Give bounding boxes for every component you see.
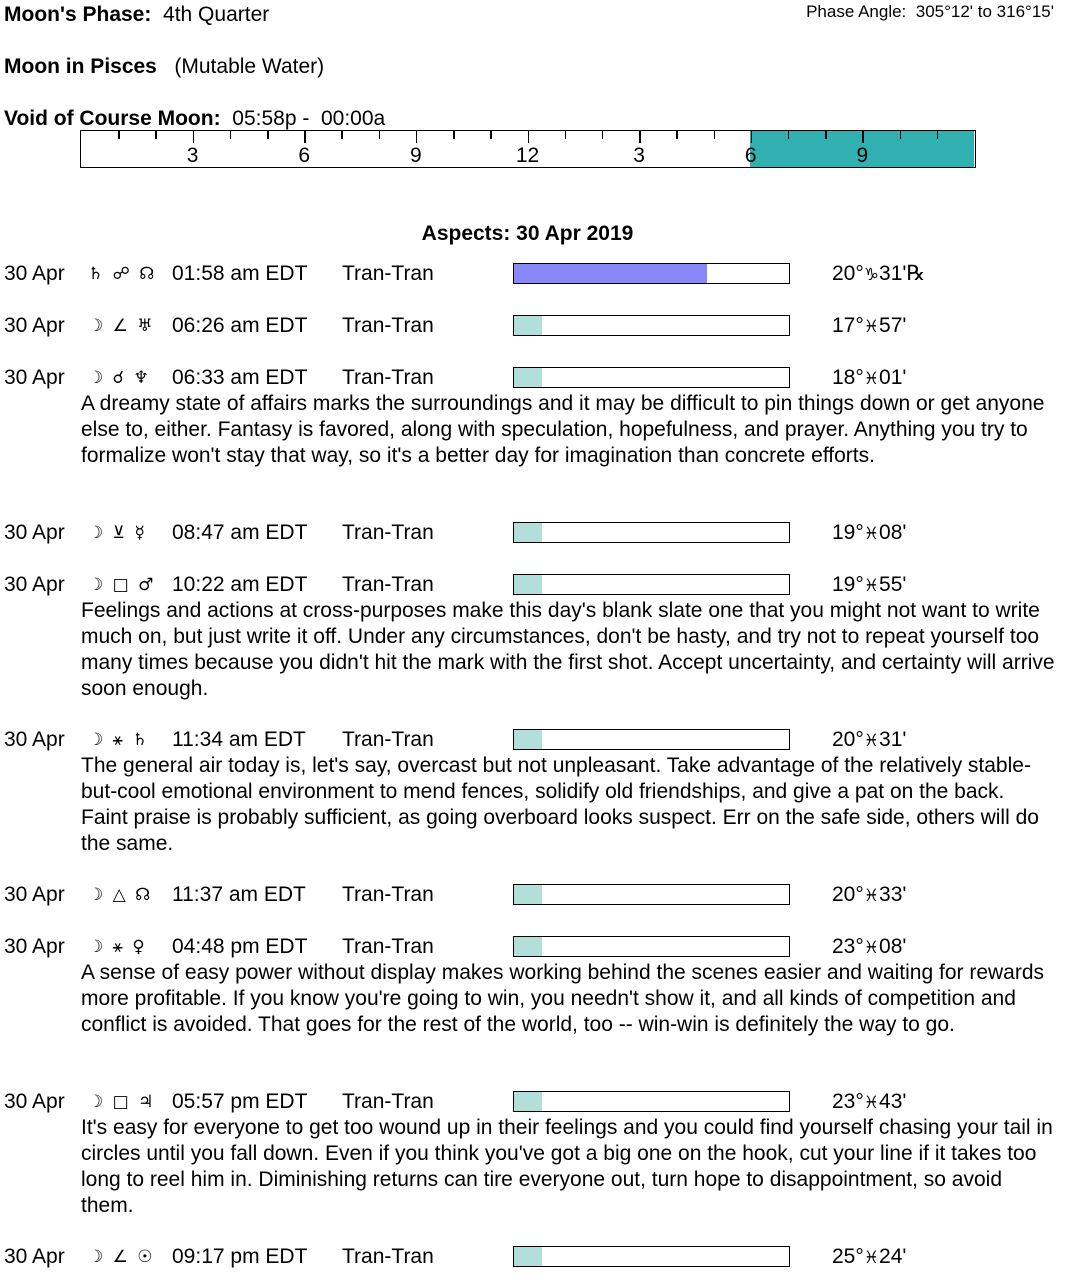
aspect-type: Tran-Tran xyxy=(342,1245,434,1268)
aspect-glyphs-icon: ☽ □ ♃ xyxy=(88,1092,156,1112)
moon-phase-value: 4th Quarter xyxy=(163,3,270,26)
timeline-tick xyxy=(565,131,567,139)
timeline-tick xyxy=(379,131,381,139)
aspect-position xyxy=(832,520,906,547)
timeline-tick xyxy=(639,131,641,143)
phase-angle-label: Phase Angle: xyxy=(806,2,907,21)
timeline-tick xyxy=(304,131,306,143)
aspect-strength-fill xyxy=(514,316,542,335)
zodiac-sign-icon: ♓ xyxy=(863,317,880,337)
aspect-type: Tran-Tran xyxy=(342,883,434,906)
position-degrees: 20° xyxy=(832,728,864,751)
moon-sign-detail: (Mutable Water) xyxy=(174,55,325,78)
position-minutes: 31'℞ xyxy=(879,262,926,285)
aspect-type: Tran-Tran xyxy=(342,314,434,337)
aspect-row xyxy=(0,365,1080,391)
aspect-position xyxy=(832,1244,906,1271)
position-minutes: 55' xyxy=(879,573,907,596)
aspect-glyphs-icon: ☽ △ ☊ xyxy=(88,885,153,905)
aspect-date: 30 Apr xyxy=(4,314,65,337)
aspect-glyphs-icon: ☽ ⚹ ♀ xyxy=(88,937,147,957)
aspect-strength-fill xyxy=(514,575,542,594)
aspect-strength-bar xyxy=(513,1246,790,1267)
aspect-strength-bar xyxy=(513,522,790,543)
aspect-strength-bar xyxy=(513,1091,790,1112)
aspect-type: Tran-Tran xyxy=(342,935,434,958)
aspect-time: 11:34 am EDT xyxy=(172,728,306,751)
position-minutes: 57' xyxy=(879,314,907,337)
zodiac-sign-icon: ♓ xyxy=(863,731,880,751)
aspect-date: 30 Apr xyxy=(4,883,65,906)
timeline-tick xyxy=(230,131,232,139)
aspect-date: 30 Apr xyxy=(4,728,65,751)
timeline-tick xyxy=(193,131,195,143)
aspect-time: 06:26 am EDT xyxy=(172,314,308,337)
aspect-strength-fill xyxy=(514,885,542,904)
aspect-glyphs-icon: ☽ ∠ ♅ xyxy=(88,316,155,336)
position-minutes: 01' xyxy=(879,366,907,389)
timeline-tick xyxy=(751,131,753,143)
aspect-time: 05:57 pm EDT xyxy=(172,1090,308,1113)
aspects-title: Aspects: 30 Apr 2019 xyxy=(421,222,634,245)
aspect-strength-bar xyxy=(513,574,790,595)
moon-phase xyxy=(4,2,269,28)
aspect-strength-fill xyxy=(514,264,707,283)
timeline-tick xyxy=(453,131,455,139)
timeline-tick xyxy=(788,131,790,139)
zodiac-sign-icon: ♓ xyxy=(863,524,880,544)
zodiac-sign-icon: ♓ xyxy=(863,1248,880,1268)
aspect-glyphs-icon: ☽ ⊻ ☿ xyxy=(88,523,147,543)
moon-sign-label: Moon in Pisces xyxy=(4,55,157,78)
aspect-glyphs-icon: ☽ ∠ ☉ xyxy=(88,1247,155,1267)
aspect-time: 01:58 am EDT xyxy=(172,262,308,285)
position-degrees: 18° xyxy=(832,366,864,389)
aspect-row xyxy=(0,520,1080,546)
timeline-hour-label: 9 xyxy=(856,144,869,167)
aspect-description: It's easy for everyone to get too wound up in their feelings and you could find yourself chasing your tail in circles until you fall down. Even if you think you've got a big one on the hook, cut your line if it takes too long to reel him in. Diminishing returns can tire everyone out, turn hope to disappointment, so avoid them. xyxy=(81,1116,1053,1217)
position-degrees: 25° xyxy=(832,1245,864,1268)
zodiac-sign-icon: ♓ xyxy=(863,886,880,906)
aspect-strength-fill xyxy=(514,1247,542,1266)
voc-value: 05:58p - 00:00a xyxy=(232,107,386,130)
aspect-glyphs-icon: ☽ ☌ ♆ xyxy=(88,368,151,388)
timeline-tick xyxy=(490,131,492,139)
aspect-time: 11:37 am EDT xyxy=(172,883,306,906)
aspect-date: 30 Apr xyxy=(4,1245,65,1268)
aspect-row xyxy=(0,1244,1080,1270)
aspect-strength-bar xyxy=(513,315,790,336)
aspect-date: 30 Apr xyxy=(4,1090,65,1113)
aspect-type: Tran-Tran xyxy=(342,521,434,544)
position-minutes: 33' xyxy=(879,883,907,906)
timeline-hour-label: 3 xyxy=(633,144,645,167)
timeline-tick xyxy=(937,131,939,139)
aspect-glyphs-icon: ☽ ⚹ ♄ xyxy=(88,730,150,750)
timeline-tick xyxy=(825,131,827,139)
aspect-position xyxy=(832,313,906,340)
position-degrees: 19° xyxy=(832,521,864,544)
aspect-position xyxy=(832,727,906,754)
aspect-type: Tran-Tran xyxy=(342,262,434,285)
timeline-tick xyxy=(714,131,716,139)
timeline-hour-label: 6 xyxy=(298,144,311,167)
position-minutes: 24' xyxy=(879,1245,907,1268)
position-degrees: 19° xyxy=(832,573,864,596)
aspect-glyphs-icon: ☽ □ ♂ xyxy=(88,575,156,595)
timeline-hour-label: 9 xyxy=(410,144,422,167)
position-degrees: 20° xyxy=(832,262,864,285)
aspect-type: Tran-Tran xyxy=(342,573,434,596)
aspect-strength-fill xyxy=(514,937,542,956)
aspect-strength-bar xyxy=(513,729,790,750)
position-minutes: 08' xyxy=(879,521,907,544)
aspect-row xyxy=(0,727,1080,753)
position-degrees: 17° xyxy=(832,314,864,337)
voc-timeline xyxy=(80,130,976,168)
phase-angle xyxy=(806,2,1054,22)
timeline-hour-label: 6 xyxy=(744,144,757,167)
timeline-hour-label: 12 xyxy=(515,144,540,167)
aspect-position xyxy=(832,882,906,909)
aspect-position xyxy=(832,261,925,288)
timeline-tick xyxy=(676,131,678,139)
aspect-row xyxy=(0,882,1080,908)
position-degrees: 23° xyxy=(832,1090,864,1113)
aspect-description: A sense of easy power without display makes working behind the scenes easier and waiting for rewards more profitable. If you know you're going to win, you needn't show it, and all kinds of competition and conflict is avoided. That goes for the rest of the world, too -- win-win is definitely the way to go. xyxy=(81,961,1045,1036)
zodiac-sign-icon: ♓ xyxy=(863,1093,880,1113)
position-minutes: 31' xyxy=(879,728,907,751)
aspect-row xyxy=(0,261,1080,287)
aspect-type: Tran-Tran xyxy=(342,1090,434,1113)
timeline-tick xyxy=(416,131,418,143)
aspect-strength-fill xyxy=(514,523,542,542)
aspect-time: 06:33 am EDT xyxy=(172,366,308,389)
aspect-strength-bar xyxy=(513,367,790,388)
aspect-strength-fill xyxy=(514,1092,542,1111)
timeline-hour-label: 3 xyxy=(186,144,199,167)
zodiac-sign-icon: ♓ xyxy=(863,938,880,958)
aspect-time: 09:17 pm EDT xyxy=(172,1245,308,1268)
aspect-time: 08:47 am EDT xyxy=(172,521,308,544)
aspect-date: 30 Apr xyxy=(4,366,65,389)
timeline-tick xyxy=(900,131,902,139)
aspect-row xyxy=(0,572,1080,598)
aspect-position xyxy=(832,934,906,961)
aspect-strength-bar xyxy=(513,263,790,284)
moon-sign xyxy=(4,54,324,80)
zodiac-sign-icon: ♓ xyxy=(863,369,880,389)
aspect-row xyxy=(0,934,1080,960)
timeline-tick xyxy=(862,131,864,143)
aspect-position xyxy=(832,365,906,392)
zodiac-sign-icon: ♑ xyxy=(863,265,880,285)
timeline-tick xyxy=(267,131,269,139)
aspect-row xyxy=(0,1089,1080,1115)
aspect-glyphs-icon: ♄ ☍ ☊ xyxy=(88,264,157,284)
moon-phase-label: Moon's Phase: xyxy=(4,3,152,26)
aspect-time: 10:22 am EDT xyxy=(172,573,308,596)
position-degrees: 23° xyxy=(832,935,864,958)
void-of-course xyxy=(4,106,385,132)
phase-angle-value: 305°12' to 316°15' xyxy=(915,2,1054,21)
aspect-date: 30 Apr xyxy=(4,521,65,544)
timeline-tick xyxy=(528,131,530,143)
aspect-description: A dreamy state of affairs marks the surroundings and it may be difficult to pin things down or get anyone else to, either. Fantasy is favored, along with speculation, hopefulness, and prayer. Anything you try to formalize won't stay that way, so it's a better day for imagination than concrete efforts. xyxy=(81,392,1045,467)
aspect-strength-fill xyxy=(514,368,542,387)
position-degrees: 20° xyxy=(832,883,864,906)
aspect-date: 30 Apr xyxy=(4,573,65,596)
aspect-time: 04:48 pm EDT xyxy=(172,935,308,958)
timeline-tick xyxy=(118,131,120,139)
aspect-description: The general air today is, let's say, overcast but not unpleasant. Take advantage of the relatively stable-but-cool emotional environment to mend fences, solidify old friendships, and give a pat on the back. Faint praise is probably sufficient, as going overboard looks suspect. Err on the safe side, others will do the same. xyxy=(81,754,1039,855)
aspect-strength-bar xyxy=(513,936,790,957)
position-minutes: 43' xyxy=(879,1090,907,1113)
aspect-position xyxy=(832,572,906,599)
aspect-date: 30 Apr xyxy=(4,262,65,285)
position-minutes: 08' xyxy=(879,935,907,958)
aspect-type: Tran-Tran xyxy=(342,728,434,751)
zodiac-sign-icon: ♓ xyxy=(863,576,880,596)
aspect-position xyxy=(832,1089,906,1116)
aspect-description: Feelings and actions at cross-purposes make this day's blank slate one that you might not want to write much on, but just write it off. Under any circumstances, don't be hasty, and try not to repeat yourself too many times because you didn't hit the mark with the first shot. Accept uncertainty, and certainty will arrive soon enough. xyxy=(81,599,1055,700)
aspect-row xyxy=(0,313,1080,339)
aspect-strength-bar xyxy=(513,884,790,905)
aspect-type: Tran-Tran xyxy=(342,366,434,389)
timeline-tick xyxy=(341,131,343,139)
voc-label: Void of Course Moon: xyxy=(4,107,221,130)
timeline-tick xyxy=(602,131,604,139)
aspect-date: 30 Apr xyxy=(4,935,65,958)
aspect-strength-fill xyxy=(514,730,542,749)
timeline-tick xyxy=(155,131,157,139)
